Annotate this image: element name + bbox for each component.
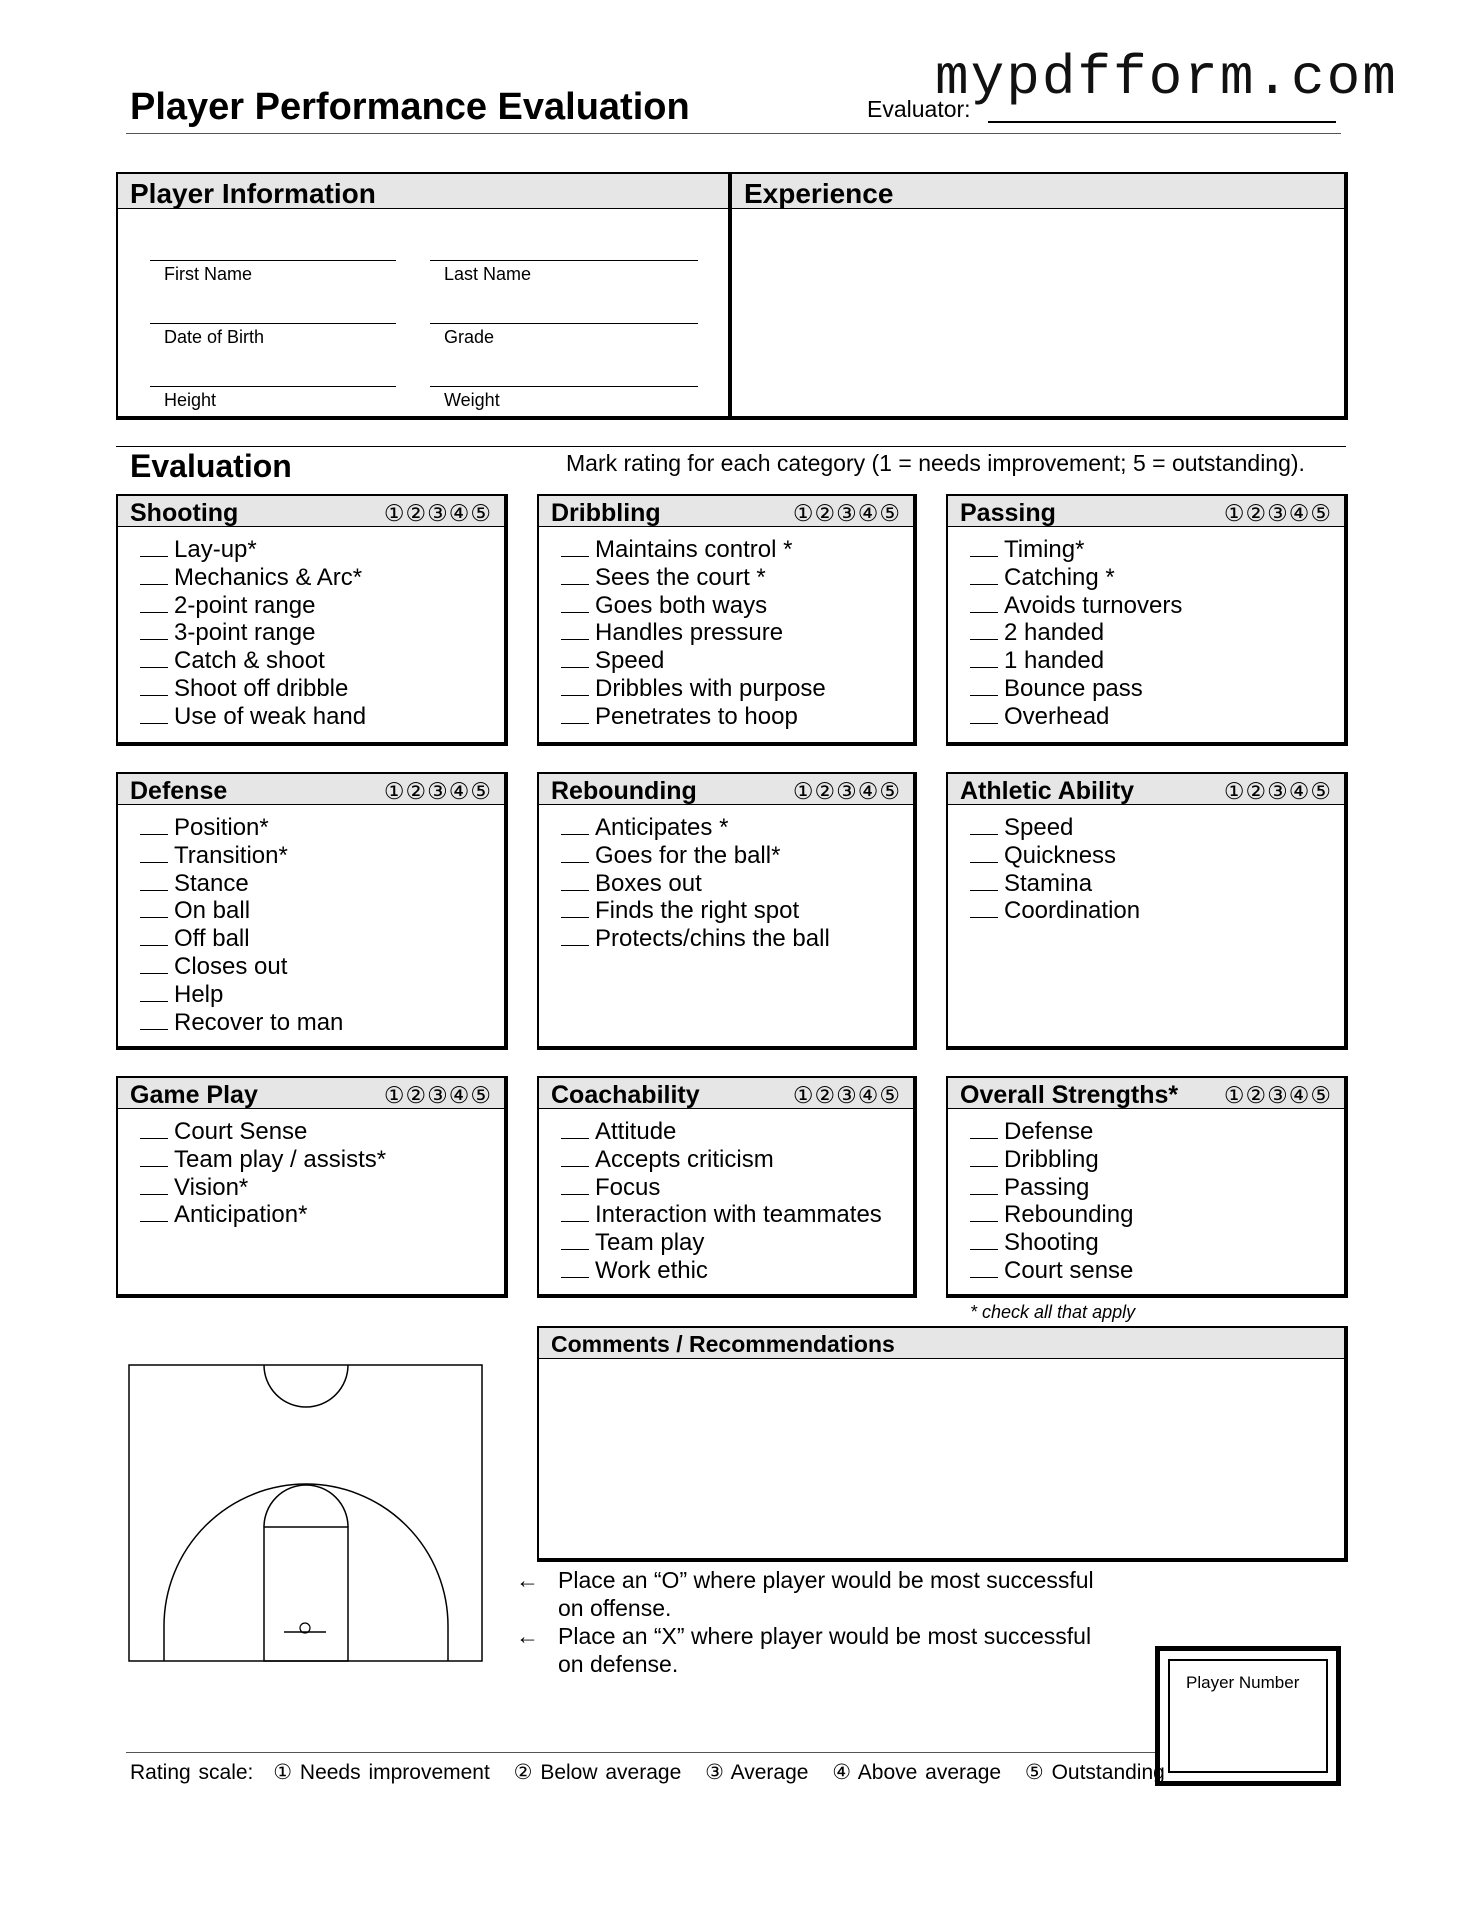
checklist-item: [561, 592, 826, 620]
checklist-item: [970, 842, 1140, 870]
rating-circles[interactable]: ①②③④⑤: [383, 1082, 492, 1108]
checklist-item-label: Position*: [174, 814, 269, 841]
checklist-item-label: Goes for the ball*: [595, 841, 781, 869]
checklist-item: [561, 619, 826, 647]
check-blank[interactable]: [970, 1201, 998, 1222]
checklist-item: [970, 1229, 1133, 1257]
section-rebounding: [537, 772, 917, 1050]
check-blank[interactable]: [140, 981, 168, 1002]
check-blank[interactable]: [140, 842, 168, 863]
check-blank[interactable]: [561, 1257, 589, 1278]
checklist-item: [970, 897, 1140, 925]
check-blank[interactable]: [561, 1174, 589, 1195]
checklist-item: [140, 536, 366, 564]
checklist-item-label: Timing*: [1004, 536, 1085, 563]
comments-panel[interactable]: [537, 1326, 1348, 1562]
rating-level: ② Below average: [513, 1761, 682, 1784]
section-shooting: [116, 494, 508, 746]
checklist-item: [970, 1146, 1133, 1174]
checklist-item-label: Lay-up*: [174, 536, 257, 563]
check-blank[interactable]: [561, 1201, 589, 1222]
date-of-birth-field[interactable]: [150, 323, 396, 324]
section-heading: [948, 496, 1344, 527]
last-name-field[interactable]: [430, 260, 698, 261]
checklist-item-label: On ball: [174, 897, 251, 925]
checklist: [561, 814, 830, 953]
player-information-heading: Player Information: [118, 174, 728, 209]
checklist-item-label: Overhead: [1004, 702, 1110, 730]
checklist-item-label: Catching *: [1004, 563, 1115, 591]
checklist-item-label: Interaction with teammates: [595, 1201, 882, 1229]
checklist-item: [140, 1146, 386, 1174]
checklist-item-label: Mechanics & Arc*: [174, 563, 363, 591]
checklist-item: [561, 647, 826, 675]
check-blank[interactable]: [970, 647, 998, 668]
checklist-item-label: Boxes out: [595, 869, 702, 897]
checklist-item-label: Recover to man: [174, 1008, 344, 1036]
last-name-label: Last Name: [444, 264, 532, 284]
checklist-item-label: 2-point range: [174, 591, 316, 619]
checklist-item-label: Maintains control *: [595, 536, 793, 563]
checklist-item: [140, 925, 343, 953]
check-blank[interactable]: [561, 870, 589, 891]
check-blank[interactable]: [140, 1174, 168, 1195]
checklist-item: [561, 703, 826, 731]
check-blank[interactable]: [140, 536, 168, 557]
checklist-item: [561, 870, 830, 898]
checklist-item-label: Vision*: [174, 1173, 249, 1201]
rating-circles[interactable]: ①②③④⑤: [383, 500, 492, 526]
check-blank[interactable]: [561, 897, 589, 918]
checklist-item-label: Team play: [595, 1229, 705, 1257]
rating-circles[interactable]: ①②③④⑤: [792, 500, 901, 526]
section-passing: [946, 494, 1348, 746]
checklist: [561, 1118, 882, 1285]
section-title: Defense: [130, 777, 228, 805]
checklist-item: [970, 675, 1182, 703]
checklist-item-label: Avoids turnovers: [1004, 591, 1183, 619]
key-lane: [264, 1527, 348, 1661]
checklist-item: [561, 1174, 882, 1202]
rating-scale-divider: [126, 1752, 1156, 1753]
evaluation-instructions: Mark rating for each category (1 = needs improvement; 5 = outstanding).: [566, 450, 1305, 476]
checklist-item-label: 2 handed: [1004, 619, 1105, 647]
checklist-item-label: Speed: [1004, 814, 1074, 841]
section-title: Dribbling: [551, 499, 661, 527]
checklist-item: [140, 1174, 386, 1202]
checklist-item: [140, 814, 343, 842]
checklist-item-label: Sees the court *: [595, 563, 766, 591]
section-title: Rebounding: [551, 777, 697, 805]
rating-scale: [130, 1760, 1165, 1785]
check-blank[interactable]: [561, 675, 589, 696]
checklist: [970, 814, 1140, 925]
section-title: Shooting: [130, 499, 239, 527]
rating-circles[interactable]: ①②③④⑤: [792, 778, 901, 804]
court-boundary: [129, 1365, 482, 1661]
checklist-item-label: Finds the right spot: [595, 897, 800, 925]
section-athletic-ability: [946, 772, 1348, 1050]
check-blank[interactable]: [140, 1118, 168, 1139]
checklist-item-label: Catch & shoot: [174, 647, 325, 675]
rating-level: ③ Average: [705, 1761, 809, 1784]
evaluator-input-line[interactable]: [988, 121, 1336, 123]
weight-label: Weight: [444, 390, 500, 410]
checklist-item: [561, 1146, 882, 1174]
checklist-item-label: Rebounding: [1004, 1201, 1134, 1229]
section-coachability: [537, 1076, 917, 1298]
check-blank[interactable]: [561, 564, 589, 585]
checklist-item-label: Court Sense: [174, 1118, 308, 1145]
section-heading: [118, 496, 504, 527]
check-blank[interactable]: [970, 592, 998, 613]
checklist-item: [140, 592, 366, 620]
first-name-field[interactable]: [150, 260, 396, 261]
player-number-inner: [1168, 1659, 1328, 1773]
check-blank[interactable]: [140, 703, 168, 724]
checklist-item-label: Speed: [595, 647, 665, 675]
check-blank[interactable]: [140, 592, 168, 613]
checklist-item-label: Anticipation*: [174, 1201, 308, 1229]
checklist-item: [970, 1257, 1133, 1285]
checklist-item: [561, 897, 830, 925]
section-title: Passing: [960, 499, 1056, 527]
checklist-item: [561, 675, 826, 703]
check-blank[interactable]: [561, 814, 589, 835]
checklist-item: [140, 675, 366, 703]
checklist-item-label: Penetrates to hoop: [595, 702, 798, 730]
check-blank[interactable]: [561, 703, 589, 724]
checklist: [970, 536, 1182, 731]
checklist-item-label: Accepts criticism: [595, 1145, 774, 1173]
section-heading: [118, 774, 504, 805]
section-defense: [116, 772, 508, 1050]
rating-circles[interactable]: ①②③④⑤: [792, 1082, 901, 1108]
checklist-item-label: Coordination: [1004, 897, 1141, 925]
checklist-item-label: Court sense: [1004, 1256, 1134, 1284]
check-blank[interactable]: [970, 564, 998, 585]
checklist-item: [561, 842, 830, 870]
title-divider: [126, 133, 1341, 134]
checklist-item-label: Bounce pass: [1004, 674, 1143, 702]
checklist-item: [140, 1009, 343, 1037]
check-blank[interactable]: [140, 1201, 168, 1222]
checklist-item-label: Anticipates *: [595, 814, 729, 841]
check-blank[interactable]: [970, 870, 998, 891]
check-blank[interactable]: [970, 1146, 998, 1167]
checklist-item: [561, 1257, 882, 1285]
checklist-item-label: Closes out: [174, 952, 288, 980]
checklist-item: [140, 1201, 386, 1229]
checklist-item-label: Focus: [595, 1173, 661, 1201]
checklist: [140, 536, 366, 731]
check-blank[interactable]: [970, 703, 998, 724]
experience-panel[interactable]: [730, 172, 1348, 420]
check-blank[interactable]: [970, 675, 998, 696]
comments-heading: Comments / Recommendations: [539, 1328, 1344, 1359]
checklist-item: [970, 814, 1140, 842]
check-blank[interactable]: [970, 1257, 998, 1278]
checklist-item-label: Work ethic: [595, 1256, 708, 1284]
rating-circles[interactable]: ①②③④⑤: [1223, 500, 1332, 526]
check-blank[interactable]: [970, 1118, 998, 1139]
watermark: mypdfform.com: [935, 46, 1398, 110]
checklist-item-label: Defense: [1004, 1118, 1094, 1145]
check-blank[interactable]: [970, 1229, 998, 1250]
check-blank[interactable]: [970, 814, 998, 835]
player-information-panel: [116, 172, 732, 420]
checklist-item: [561, 536, 826, 564]
rating-circles[interactable]: ①②③④⑤: [1223, 1082, 1332, 1108]
center-circle: [264, 1365, 348, 1407]
rating-level: ④ Above average: [832, 1761, 1002, 1784]
page-title: Player Performance Evaluation: [130, 86, 690, 128]
height-field[interactable]: [150, 386, 396, 387]
checklist-item: [970, 536, 1182, 564]
checklist-item: [970, 1118, 1133, 1146]
checklist-item-label: Shooting: [1004, 1229, 1099, 1257]
rating-scale-label: Rating scale:: [130, 1761, 254, 1784]
evaluation-heading: Evaluation: [130, 448, 292, 484]
height-label: Height: [164, 390, 217, 410]
player-number-box[interactable]: [1155, 1646, 1341, 1786]
checklist-item-label: 3-point range: [174, 619, 316, 647]
section-heading: [539, 1078, 913, 1109]
check-blank[interactable]: [561, 1229, 589, 1250]
checklist-item: [970, 592, 1182, 620]
checklist-item-label: Protects/chins the ball: [595, 925, 830, 953]
section-title: Coachability: [551, 1081, 700, 1109]
offense-instruction: Place an “O” where player would be most successful on offense.: [558, 1567, 1094, 1621]
checklist-item: [140, 619, 366, 647]
check-blank[interactable]: [140, 953, 168, 974]
grade-field[interactable]: [430, 323, 698, 324]
half-court-diagram[interactable]: [128, 1364, 486, 1664]
checklist-item: [970, 1201, 1133, 1229]
check-blank[interactable]: [970, 619, 998, 640]
checklist-item: [970, 647, 1182, 675]
check-blank[interactable]: [561, 536, 589, 557]
defense-instruction: Place an “X” where player would be most successful on defense.: [558, 1623, 1092, 1677]
evaluation-divider: [116, 446, 1346, 447]
check-blank[interactable]: [561, 647, 589, 668]
checklist-item-label: Help: [174, 980, 224, 1008]
checklist-item-label: Use of weak hand: [174, 702, 367, 730]
checklist-item: [140, 703, 366, 731]
check-blank[interactable]: [561, 925, 589, 946]
section-overall-strengths: [946, 1076, 1348, 1298]
checklist-item: [970, 619, 1182, 647]
check-blank[interactable]: [140, 814, 168, 835]
checklist-item-label: Attitude: [595, 1118, 677, 1145]
section-heading: [948, 774, 1344, 805]
checklist-item: [140, 647, 366, 675]
date-of-birth-label: Date of Birth: [164, 327, 265, 347]
checklist: [140, 1118, 386, 1229]
check-blank[interactable]: [140, 1009, 168, 1030]
section-title: Athletic Ability: [960, 777, 1135, 805]
weight-field[interactable]: [430, 386, 698, 387]
rating-circles[interactable]: ①②③④⑤: [383, 778, 492, 804]
checklist-item: [561, 1229, 882, 1257]
checklist-item: [140, 564, 366, 592]
check-blank[interactable]: [970, 1174, 998, 1195]
checklist-item-label: Handles pressure: [595, 619, 784, 647]
section-heading: [118, 1078, 504, 1109]
check-blank[interactable]: [970, 842, 998, 863]
rating-level: ⑤ Outstanding: [1024, 1761, 1165, 1784]
checklist-item-label: Stance: [174, 869, 249, 897]
check-blank[interactable]: [140, 564, 168, 585]
check-blank[interactable]: [140, 619, 168, 640]
checklist-item: [140, 842, 343, 870]
grade-label: Grade: [444, 327, 495, 347]
check-blank[interactable]: [970, 536, 998, 557]
checklist-item-label: Dribbles with purpose: [595, 674, 826, 702]
checklist-item: [561, 1201, 882, 1229]
evaluator-label: Evaluator:: [867, 96, 971, 122]
checklist-item: [140, 953, 343, 981]
checklist: [140, 814, 343, 1036]
checklist-item: [970, 870, 1140, 898]
first-name-label: First Name: [164, 264, 253, 284]
check-blank[interactable]: [140, 897, 168, 918]
section-game-play: [116, 1076, 508, 1298]
checklist-item: [970, 564, 1182, 592]
checklist-item: [140, 981, 343, 1009]
free-throw-circle: [264, 1485, 348, 1527]
checklist-item-label: Goes both ways: [595, 591, 768, 619]
checklist-item: [561, 814, 830, 842]
three-point-arc: [164, 1484, 448, 1661]
check-all-note: * check all that apply: [970, 1302, 1136, 1322]
checklist-item-label: 1 handed: [1004, 647, 1105, 675]
check-blank[interactable]: [561, 619, 589, 640]
experience-heading: Experience: [732, 174, 1344, 209]
checklist-item-label: Off ball: [174, 925, 250, 953]
check-blank[interactable]: [140, 647, 168, 668]
section-title: Game Play: [130, 1081, 258, 1109]
section-heading: [539, 496, 913, 527]
checklist-item-label: Team play / assists*: [174, 1145, 387, 1173]
check-blank[interactable]: [140, 1146, 168, 1167]
section-title: Overall Strengths*: [960, 1081, 1179, 1109]
checklist-item-label: Stamina: [1004, 869, 1093, 897]
checklist-item: [140, 1118, 386, 1146]
check-blank[interactable]: [140, 870, 168, 891]
check-blank[interactable]: [561, 1118, 589, 1139]
checklist-item: [140, 870, 343, 898]
rating-circles[interactable]: ①②③④⑤: [1223, 778, 1332, 804]
checklist-item: [970, 1174, 1133, 1202]
rating-level: ① Needs improvement: [273, 1761, 490, 1784]
checklist-item: [970, 703, 1182, 731]
checklist: [561, 536, 826, 731]
checklist-item: [561, 1118, 882, 1146]
section-dribbling: [537, 494, 917, 746]
checklist-item-label: Shoot off dribble: [174, 674, 349, 702]
section-heading: [948, 1078, 1344, 1109]
check-blank[interactable]: [970, 897, 998, 918]
check-blank[interactable]: [561, 842, 589, 863]
check-blank[interactable]: [561, 592, 589, 613]
checklist-item: [561, 925, 830, 953]
checklist-item-label: Transition*: [174, 841, 288, 869]
checklist-item: [561, 564, 826, 592]
check-blank[interactable]: [561, 1146, 589, 1167]
check-blank[interactable]: [140, 675, 168, 696]
section-heading: [539, 774, 913, 805]
checklist-item-label: Passing: [1004, 1173, 1090, 1201]
checklist-item: [140, 897, 343, 925]
offense-arrow-icon: ←: [516, 1567, 539, 1593]
checklist: [970, 1118, 1133, 1285]
check-blank[interactable]: [140, 925, 168, 946]
checklist-item-label: Quickness: [1004, 841, 1117, 869]
player-number-label: Player Number: [1186, 1673, 1300, 1692]
defense-arrow-icon: ←: [516, 1623, 539, 1649]
checklist-item-label: Dribbling: [1004, 1145, 1099, 1173]
